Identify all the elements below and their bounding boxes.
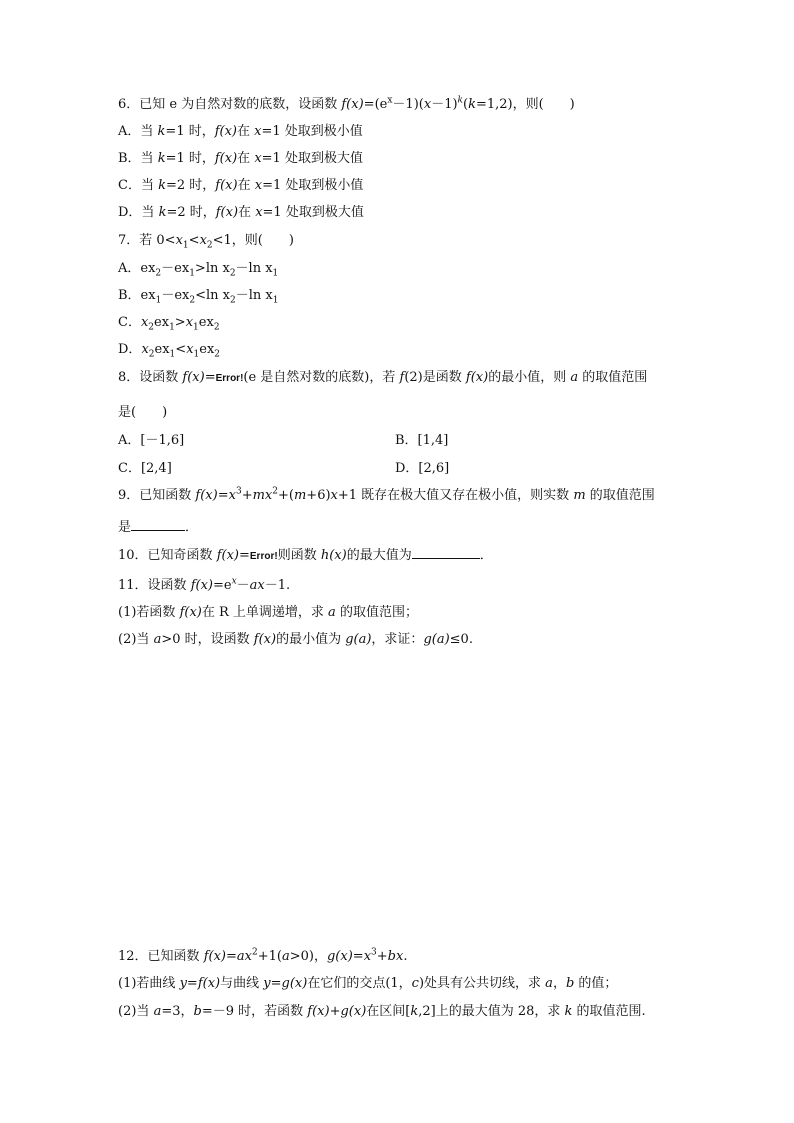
q7-option-d: D．$x_2ex_1<x_1ex_2$ — [118, 342, 221, 360]
q8-stem-line2: 是( ) — [118, 405, 168, 420]
q7-option-a: A．$ex_2-ex_1>\ln$ $x_2-\ln$ $x_1$ — [118, 261, 279, 279]
answer-blank[interactable] — [412, 546, 480, 559]
error-marker: Error! — [215, 373, 244, 384]
q10-stem: 10．已知奇函数 f(x)=Error!则函数 h(x)的最大值为 ． — [118, 548, 493, 563]
q11-stem: 11．设函数 $f(x)=e^x-ax-1$. — [118, 576, 291, 593]
q9-stem: 9．已知函数 $f(x)=x^3+mx^2+(m+6)x+1$ 既存在极大值又存在极小值，则实数 m 的取值范围 — [118, 486, 655, 503]
q12-part1: (1)若曲线 y=f(x)与曲线 y=g(x)在它们的交点(1，c)处具有公共切线，求 a，b 的值； — [118, 976, 618, 991]
q7-stem: 7．若 $0<x_1<x_2<1$，则( ) — [118, 233, 294, 251]
q8-option-d: D．[2,6] — [395, 461, 450, 476]
q6-stem: 6．已知 e 为自然对数的底数，设函数 $f(x)=(e^x-1)(x-1)^k(k=1,2)$，则( ) — [118, 95, 575, 112]
q7-option-c: C．$x_2ex_1>x_1ex_2$ — [118, 315, 220, 333]
q8-option-b: B．[1,4] — [395, 433, 449, 448]
q11-part2: (2)当 a>0 时，设函数 f(x)的最小值为 g(a)，求证：g(a)≤0. — [118, 632, 473, 647]
q8-stem: 8．设函数 f(x)=Error!(e 是自然对数的底数)，若 f(2)是函数 f(x)的最小值，则 a 的取值范围 — [118, 370, 648, 385]
q6-option-c: C．当 k=2 时，f(x)在 x=1 处取到极小值 — [118, 178, 364, 193]
q11-part1: (1)若函数 f(x)在 R 上单调递增，求 a 的取值范围； — [118, 605, 418, 620]
q9-stem-line2: 是 ． — [118, 520, 199, 535]
q8-option-a: A．[－1,6] — [118, 433, 185, 448]
q6-option-a: A．当 k=1 时，f(x)在 x=1 处取到极小值 — [118, 124, 363, 139]
q6-option-b: B．当 k=1 时，f(x)在 x=1 处取到极大值 — [118, 151, 363, 166]
q8-option-c: C．[2,4] — [118, 461, 172, 476]
q7-option-b: B．$ex_1-ex_2<\ln$ $x_2-\ln$ $x_1$ — [118, 288, 279, 306]
answer-blank[interactable] — [131, 518, 185, 531]
error-marker: Error! — [249, 551, 278, 562]
q12-part2: (2)当 a=3，b=－9 时，若函数 f(x)+g(x)在区间[k,2]上的最大值为 28，求 k 的取值范围. — [118, 1004, 646, 1019]
q6-option-d: D．当 k=2 时，f(x)在 x=1 处取到极大值 — [118, 205, 364, 220]
q12-stem: 12．已知函数 $f(x)=ax^2+1(a>0)$，$g(x)=x^3+bx$. — [118, 947, 408, 964]
